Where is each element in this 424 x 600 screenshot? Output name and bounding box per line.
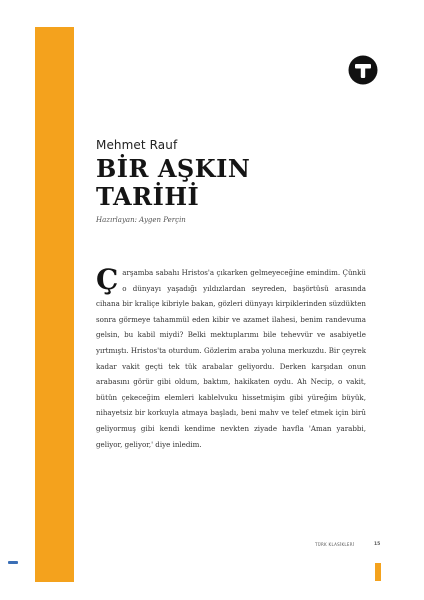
book-title: [96, 155, 250, 211]
author-name: Mehmet Rauf: [96, 138, 178, 152]
page-number: 15: [374, 542, 381, 547]
book-title-line-1: BİR AŞKIN: [96, 154, 251, 183]
footer-accent-tab: [375, 563, 381, 581]
body-text: arşamba sabahı Hristos'a çıkarken gelmeyeceğine emindim. Çünkü o dünyayı yaşadığı yıldızlardan seyreden, başörtüsü arasında cihana bir kraliçe kibriyle bakan, gözleri dünyayı kirpiklerinden süzdükten sonra görmeye tahammül eden kibir ve azamet ilahesi, benim randevuma gelsin, bu kabil miydi? Belki mektuplarımı bile tehevvür ve asabiyetle yırtmıştı. Hristos'ta oturdum. Gözlerim araba yoluna merkuzdu. Bir çeyrek kadar vakit geçti tek tük arabalar geliyordu. Derken karşıdan onun arabasını görür gibi oldum, baktım, hakikaten oydu. Ah Necip, o vakit, bütün çekeceğim elemleri kablelvuku hissetmişim gibi yüreğim büyük, nihayetsiz bir korkuyla atmaya başladı, beni mahv ve telef etmek için birû geliyormuş gibi kendi kendime nevkten ziyade havfla 'Aman yarabbi, geliyor, geliyor,' diye inledim.: [96, 268, 366, 449]
book-title-line-2: TARİHİ: [96, 182, 200, 211]
editor-credit: Hazırlayan: Aygen Perçin: [96, 216, 186, 224]
body-paragraph: [96, 265, 366, 452]
book-page: [35, 15, 395, 590]
publisher-logo-icon: [348, 55, 378, 85]
accent-spine-bar: [35, 27, 74, 582]
corner-mark: [8, 561, 18, 564]
footer-series-label: TÜRK KLASİKLERİ: [315, 542, 355, 547]
drop-cap: Ç: [96, 263, 119, 296]
